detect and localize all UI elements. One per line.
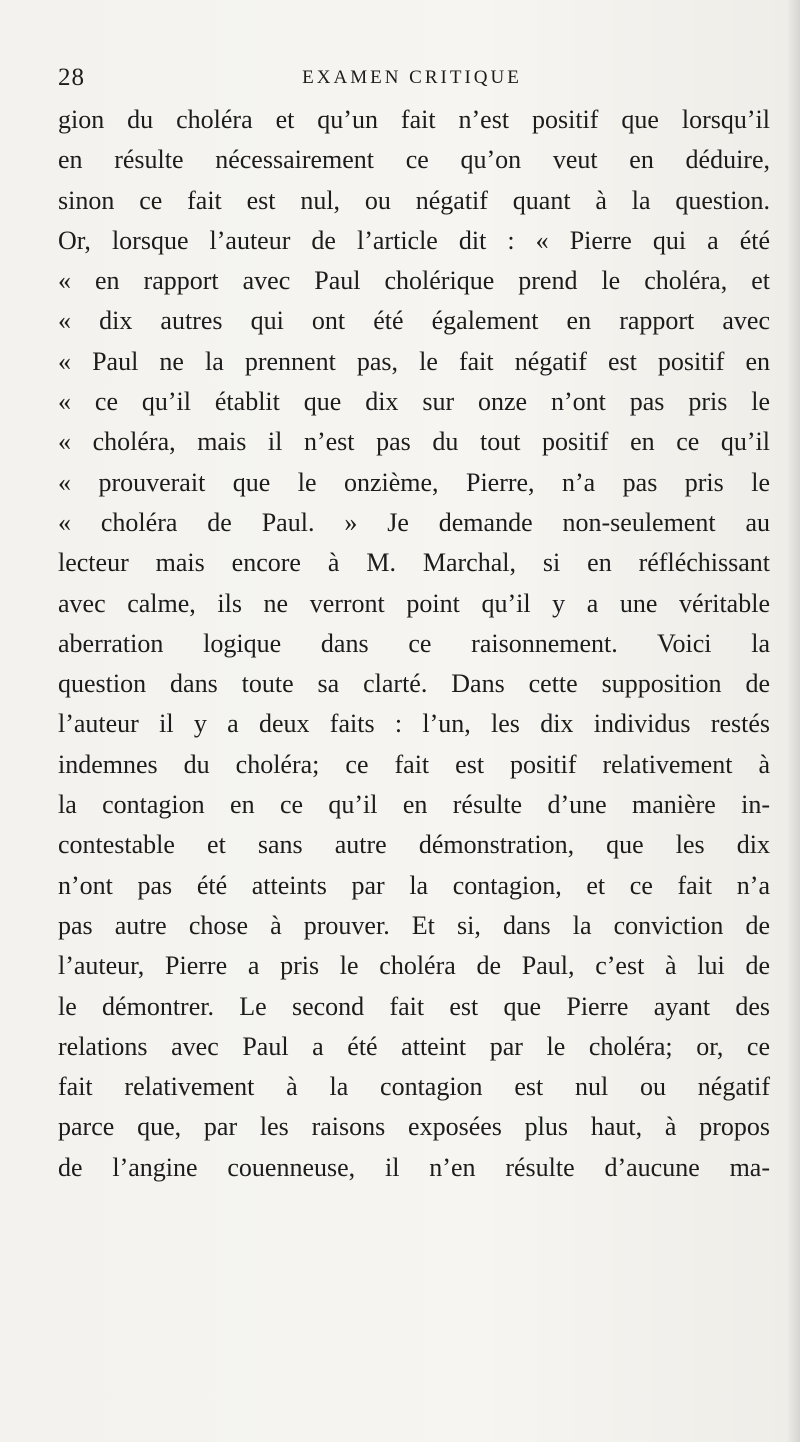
- text-line: le démontrer. Le second fait est que Pierre ayant des: [58, 991, 770, 1021]
- text-line: « choléra de Paul. » Je demande non-seulement au: [58, 507, 770, 537]
- text-line: aberration logique dans ce raisonnement. Voici la: [58, 628, 770, 658]
- page-number: 28: [58, 64, 85, 91]
- text-line: question dans toute sa clarté. Dans cette supposition de: [58, 669, 770, 699]
- text-line: n’ont pas été atteints par la contagion, et ce fait n’a: [58, 870, 770, 900]
- text-line: « Paul ne la prennent pas, le fait négatif est positif en: [58, 346, 770, 376]
- text-line: relations avec Paul a été atteint par le choléra; or, ce: [58, 1031, 770, 1061]
- running-title: EXAMEN CRITIQUE: [302, 67, 522, 88]
- text-line: gion du choléra et qu’un fait n’est positif que lorsqu’il: [58, 105, 770, 134]
- text-line: l’auteur il y a deux faits : l’un, les dix individus restés: [58, 709, 770, 739]
- page-edge-shadow: [786, 0, 800, 1442]
- text-line: la contagion en ce qu’il en résulte d’une manière in-: [58, 790, 770, 820]
- text-line: pas autre chose à prouver. Et si, dans la conviction de: [58, 910, 770, 940]
- text-line: « choléra, mais il n’est pas du tout positif en ce qu’il: [58, 427, 770, 457]
- text-line: l’auteur, Pierre a pris le choléra de Paul, c’est à lui de: [58, 951, 770, 981]
- text-line: Or, lorsque l’auteur de l’article dit : « Pierre qui a été: [58, 225, 770, 255]
- text-line: parce que, par les raisons exposées plus haut, à propos: [58, 1112, 770, 1142]
- text-line: en résulte nécessairement ce qu’on veut en déduire,: [58, 145, 770, 175]
- text-line: « en rapport avec Paul cholérique prend le choléra, et: [58, 266, 770, 296]
- text-line: de l’angine couenneuse, il n’en résulte d’aucune ma-: [58, 1152, 770, 1182]
- text-line: contestable et sans autre démonstration, que les dix: [58, 830, 770, 860]
- running-head: [58, 64, 748, 98]
- text-line: indemnes du choléra; ce fait est positif relativement à: [58, 749, 770, 779]
- text-line: lecteur mais encore à M. Marchal, si en réfléchissant: [58, 548, 770, 578]
- text-line: « prouverait que le onzième, Pierre, n’a pas pris le: [58, 467, 770, 497]
- text-line: « dix autres qui ont été également en rapport avec: [58, 306, 770, 336]
- body-text: [58, 100, 770, 1188]
- text-line: fait relativement à la contagion est nul ou négatif: [58, 1072, 770, 1102]
- text-line: « ce qu’il établit que dix sur onze n’ont pas pris le: [58, 387, 770, 417]
- text-line: avec calme, ils ne verront point qu’il y a une véritable: [58, 588, 770, 618]
- text-line: sinon ce fait est nul, ou négatif quant à la question.: [58, 185, 770, 215]
